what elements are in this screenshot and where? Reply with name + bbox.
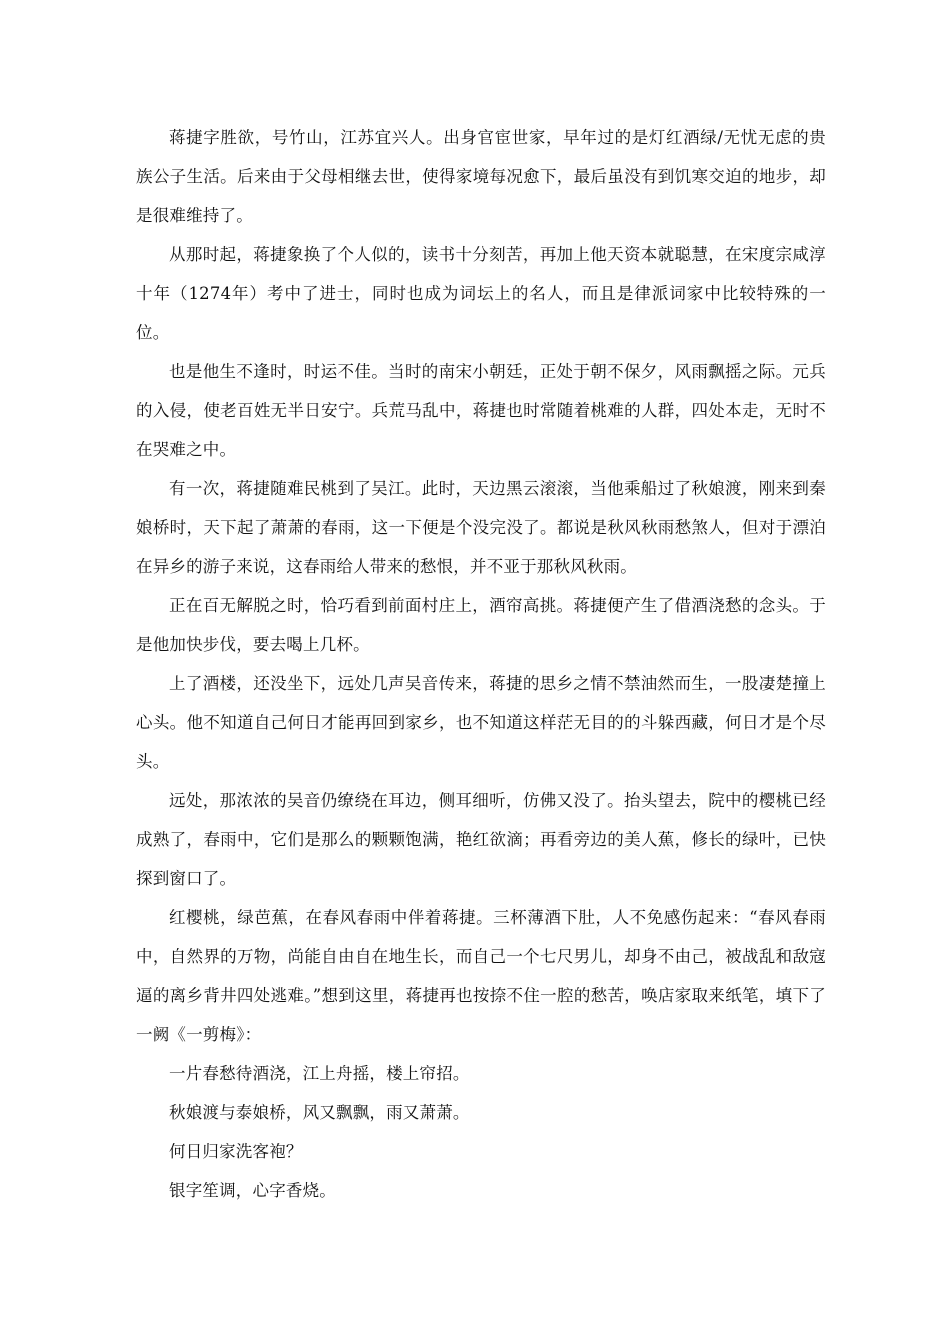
poem-line-2: 秋娘渡与泰娘桥，风又飘飘，雨又萧萧。 [169,1103,470,1122]
paragraph-4: 有一次，蒋捷随难民桃到了吴江。此时，天边黑云滚滚，当他乘船过了秋娘渡，刚来到秦娘桥时，天下起了萧萧的春雨，这一下便是个没完没了。都说是秋风秋雨愁煞人，但对于漂泊在异乡的游子来说，这春雨给人带来的愁恨，并不亚于那秋风秋雨。 [136,479,826,576]
document-body [136,118,826,1210]
paragraph-2: 从那时起，蒋捷象换了个人似的，读书十分刻苦，再加上他天资本就聪慧，在宋度宗咸淳十年（1274年）考中了进士，同时也成为词坛上的名人，而且是律派词家中比较特殊的一位。 [136,245,826,342]
poem-line-1: 一片春愁待酒浇，江上舟摇，楼上帘招。 [169,1064,470,1083]
paragraph-3: 也是他生不逢时，时运不佳。当时的南宋小朝廷，正处于朝不保夕，风雨飘摇之际。元兵的入侵，使老百姓无半日安宁。兵荒马乱中，蒋捷也时常随着桃难的人群，四处本走，无时不在哭难之中。 [136,362,826,459]
paragraph-7: 远处，那浓浓的吴音仍缭绕在耳边，侧耳细听，仿佛又没了。抬头望去，院中的樱桃已经成熟了，春雨中，它们是那么的颗颗饱满，艳红欲滴；再看旁边的美人蕉，修长的绿叶，已快探到窗口了。 [136,791,826,888]
paragraph-8: 红樱桃，绿芭蕉，在春风春雨中伴着蒋捷。三杯薄酒下肚，人不免感伤起来：“春风春雨中，自然界的万物，尚能自由自在地生长，而自己一个七尺男儿，却身不由己，被战乱和敌寇逼的离乡背井四处逃难。”想到这里，蒋捷再也按捺不住一腔的愁苦，唤店家取来纸笔，填下了一阙《一剪梅》： [136,908,826,1044]
paragraph-5: 正在百无解脱之时，恰巧看到前面村庄上，酒帘高挑。蒋捷便产生了借酒浇愁的念头。于是他加快步伐，要去喝上几杯。 [136,596,826,654]
paragraph-1: 蒋捷字胜欲，号竹山，江苏宜兴人。出身官宦世家，早年过的是灯红酒绿/无忧无虑的贵族公子生活。后来由于父母相继去世，使得家境每况愈下，最后虽没有到饥寒交迫的地步，却是很难维持了。 [136,128,826,225]
poem-line-4: 银字笙调，心字香烧。 [169,1181,336,1200]
poem-line-3: 何日归家洗客袍？ [169,1142,303,1161]
paragraph-6: 上了酒楼，还没坐下，远处几声吴音传来，蒋捷的思乡之情不禁油然而生，一股凄楚撞上心头。他不知道自己何日才能再回到家乡，也不知道这样茫无目的的斗躲西藏，何日才是个尽头。 [136,674,826,771]
